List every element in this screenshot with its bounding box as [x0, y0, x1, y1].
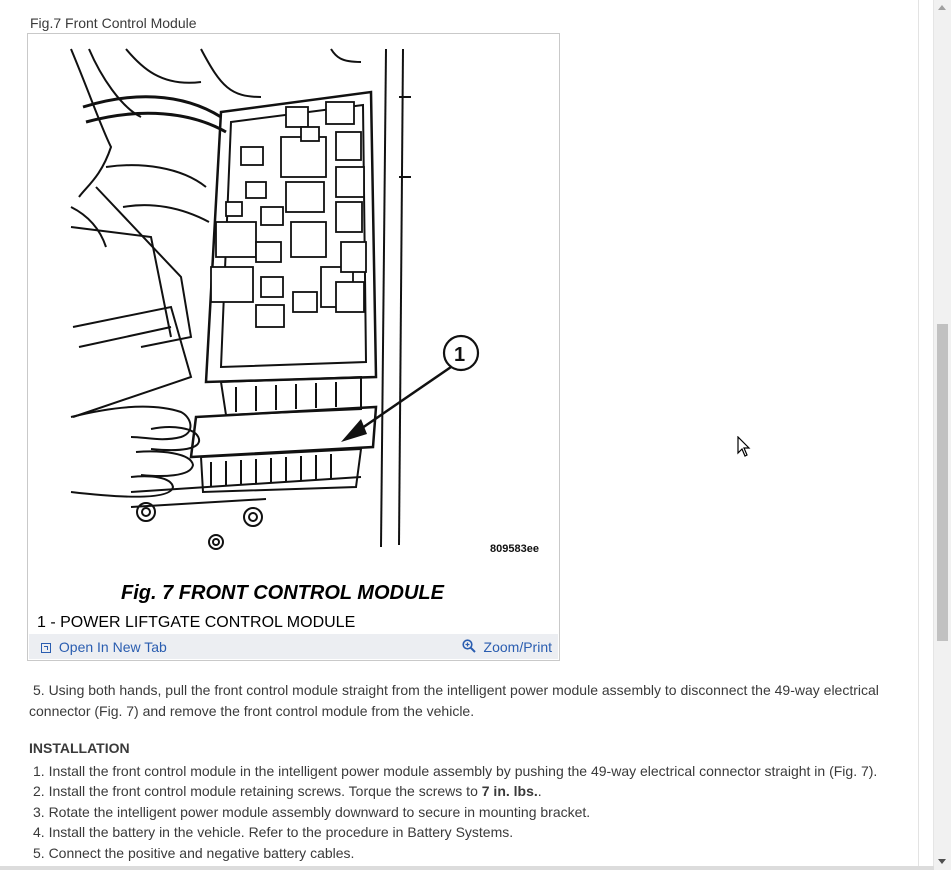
installation-heading: INSTALLATION — [29, 740, 130, 756]
zoom-print-label: Zoom/Print — [483, 639, 552, 655]
figure-title: Fig.7 Front Control Module — [30, 15, 197, 31]
install-step: 4. Install the battery in the vehicle. Refer to the procedure in Battery Systems. — [33, 824, 514, 841]
vertical-scrollbar[interactable] — [933, 0, 951, 870]
figure-panel — [27, 33, 560, 661]
figure-caption: Fig. 7 FRONT CONTROL MODULE — [121, 582, 444, 604]
figure-toolbar — [29, 634, 558, 659]
callout-number: 1 — [454, 344, 466, 366]
install-step: 3. Rotate the intelligent power module assembly downward to secure in mounting bracket. — [33, 803, 591, 820]
open-in-new-tab-icon — [41, 643, 51, 653]
installation-steps — [29, 761, 877, 863]
module-illustration — [31, 37, 556, 634]
install-step: 5. Connect the positive and negative battery cables. — [33, 844, 355, 861]
figure-legend: 1 - POWER LIFTGATE CONTROL MODULE — [37, 614, 356, 631]
content-divider — [918, 0, 919, 870]
scrollbar-thumb[interactable] — [937, 324, 948, 641]
zoom-print-link[interactable] — [462, 639, 552, 655]
install-step-text-end: . — [537, 783, 542, 800]
removal-step-text: 5. Using both hands, pull the front control module straight from the intelligent power module assembly to disconnect the 49-way electrical connector (Fig. 7) and remove the front control module from the vehicle. — [29, 682, 879, 719]
mouse-cursor-icon — [737, 436, 751, 463]
open-in-new-tab-label: Open In New Tab — [58, 639, 167, 655]
install-step — [29, 781, 877, 801]
bottom-edge — [0, 866, 934, 870]
removal-step-5 — [29, 680, 909, 721]
zoom-magnifier-icon — [462, 639, 476, 655]
open-in-new-tab-link[interactable] — [41, 639, 167, 655]
figure-code: 809583ee — [490, 543, 539, 555]
torque-value: 7 in. lbs. — [481, 783, 538, 800]
figure-image[interactable] — [31, 37, 556, 634]
install-step: 1. Install the front control module in the intelligent power module assembly by pushing the 49-way electrical connector straight in (Fig. 7). — [33, 763, 878, 779]
scroll-down-arrow-icon[interactable] — [938, 859, 946, 864]
install-step-text: 2. Install the front control module retaining screws. Torque the screws to — [33, 783, 482, 800]
scroll-up-arrow-icon[interactable] — [938, 5, 946, 10]
